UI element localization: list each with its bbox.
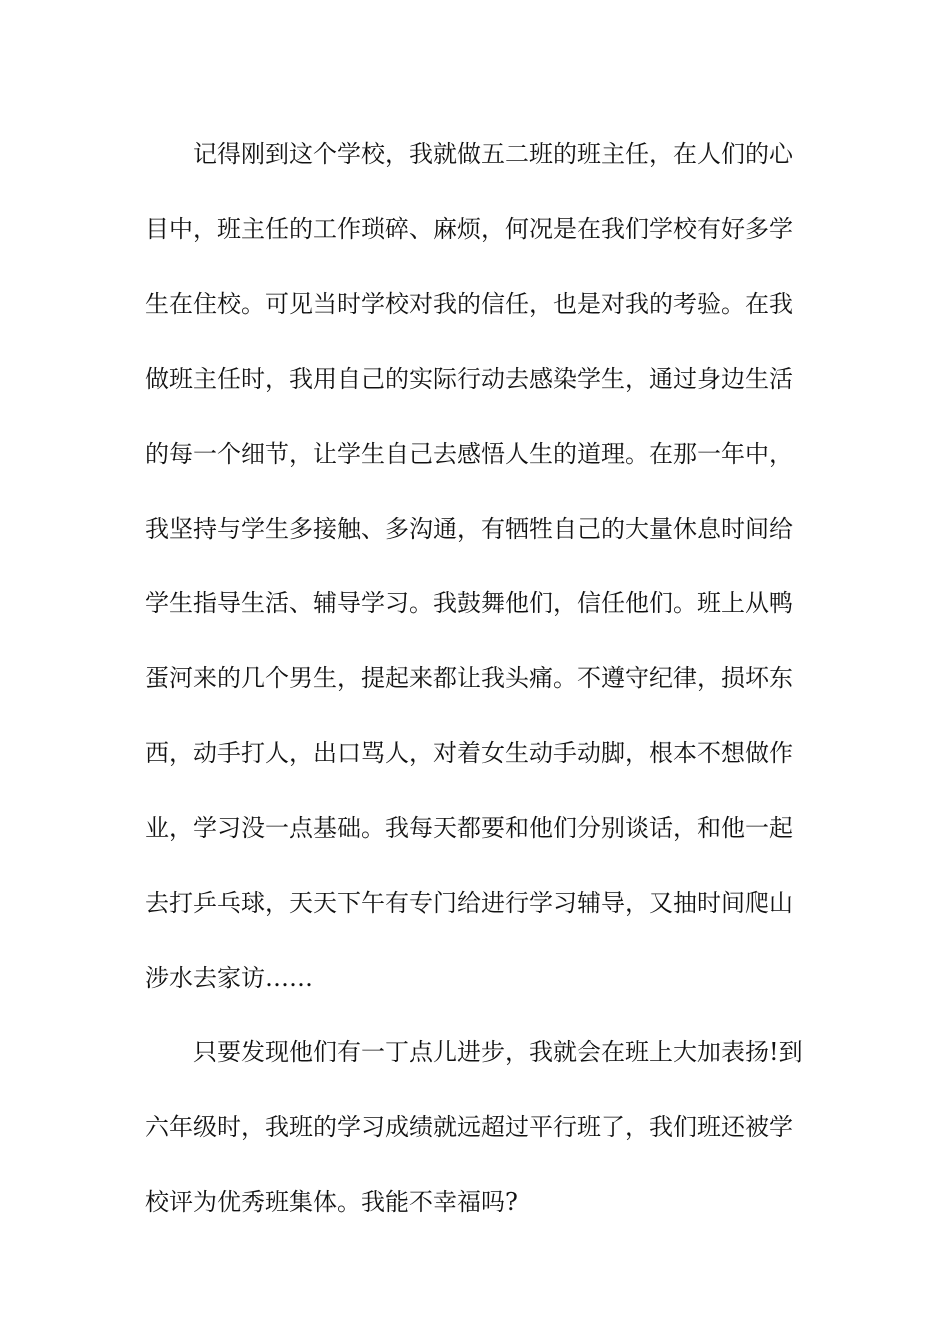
paragraph-line: 生在住校。可见当时学校对我的信任，也是对我的考验。在我 bbox=[145, 290, 793, 318]
paragraph-line: 业，学习没一点基础。我每天都要和他们分别谈话，和他一起 bbox=[145, 814, 793, 842]
paragraph-line: 蛋河来的几个男生，提起来都让我头痛。不遵守纪律，损坏东 bbox=[145, 664, 793, 692]
paragraph-line: 学生指导生活、辅导学习。我鼓舞他们，信任他们。班上从鸭 bbox=[145, 589, 793, 617]
paragraph-line: 我坚持与学生多接触、多沟通，有牺牲自己的大量休息时间给 bbox=[145, 515, 793, 543]
paragraph-line: 目中，班主任的工作琐碎、麻烦，何况是在我们学校有好多学 bbox=[145, 215, 793, 243]
paragraph-line: 只要发现他们有一丁点儿进步，我就会在班上大加表扬!到 bbox=[193, 1038, 803, 1066]
paragraph-line: 六年级时，我班的学习成绩就远超过平行班了，我们班还被学 bbox=[145, 1113, 793, 1141]
paragraph-line: 校评为优秀班集体。我能不幸福吗? bbox=[145, 1188, 518, 1216]
paragraph-line: 记得刚到这个学校，我就做五二班的班主任，在人们的心 bbox=[193, 140, 793, 168]
paragraph-line: 去打乒乓球，天天下午有专门给进行学习辅导，又抽时间爬山 bbox=[145, 889, 793, 917]
paragraph-line: 西，动手打人，出口骂人，对着女生动手动脚，根本不想做作 bbox=[145, 739, 793, 767]
paragraph-line: 涉水去家访…… bbox=[145, 964, 313, 992]
paragraph-line: 做班主任时，我用自己的实际行动去感染学生，通过身边生活 bbox=[145, 365, 793, 393]
paragraph-line: 的每一个细节，让学生自己去感悟人生的道理。在那一年中， bbox=[145, 440, 793, 468]
